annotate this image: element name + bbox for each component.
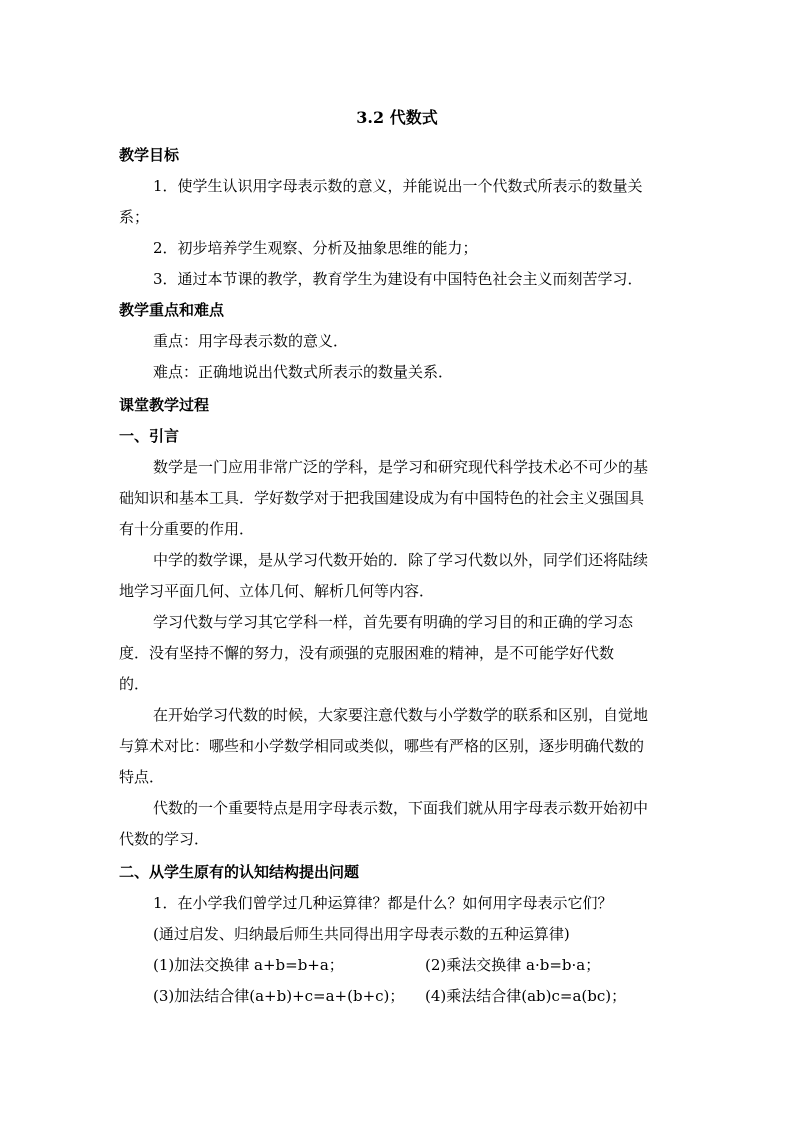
- intro-line: 地学习平面几何、立体几何、解析几何等内容．: [119, 582, 435, 600]
- law-item: (4)乘法结合律(ab)c=a(bc)；: [425, 987, 627, 1005]
- goal-item-1-cont: 系；: [119, 208, 150, 226]
- intro-line: 有十分重要的作用．: [119, 520, 255, 538]
- section-heading-intro: 一、引言: [119, 427, 180, 445]
- question-text: 1．在小学我们曾学过几种运算律？都是什么？如何用字母表示它们？: [153, 894, 613, 912]
- intro-line: 中学的数学课，是从学习代数开始的．除了学习代数以外，同学们还将陆续: [153, 551, 649, 569]
- page-title: 3.2 代数式: [356, 108, 438, 127]
- law-item: (3)加法结合律(a+b)+c=a+(b+c)；: [153, 987, 405, 1005]
- guide-text: (通过启发、归纳最后师生共同得出用字母表示数的五种运算律): [153, 925, 570, 943]
- section-heading-process: 课堂教学过程: [119, 396, 210, 414]
- intro-line: 度．没有坚持不懈的努力，没有顽强的克服困难的精神，是不可能学好代数: [119, 644, 615, 662]
- intro-line: 在开始学习代数的时候，大家要注意代数与小学数学的联系和区别，自觉地: [153, 706, 649, 724]
- intro-line: 特点．: [119, 768, 165, 786]
- intro-line: 的．: [119, 675, 150, 693]
- intro-line: 础知识和基本工具．学好数学对于把我国建设成为有中国特色的社会主义强国具: [119, 489, 645, 507]
- key-point: 重点：用字母表示数的意义．: [153, 332, 349, 350]
- intro-line: 学习代数与学习其它学科一样，首先要有明确的学习目的和正确的学习态: [153, 613, 634, 631]
- difficult-point: 难点：正确地说出代数式所表示的数量关系．: [153, 363, 454, 381]
- law-item: (2)乘法交换律 a·b=b·a；: [425, 956, 601, 974]
- intro-line: 数学是一门应用非常广泛的学科，是学习和研究现代科学技术必不可少的基: [153, 458, 649, 476]
- section-heading-problem: 二、从学生原有的认知结构提出问题: [119, 863, 360, 881]
- goal-item-2: 2．初步培养学生观察、分析及抽象思维的能力；: [153, 239, 478, 257]
- goal-item-1: 1．使学生认识用字母表示数的意义，并能说出一个代数式所表示的数量关: [153, 177, 643, 195]
- intro-line: 代数的一个重要特点是用字母表示数，下面我们就从用字母表示数开始初中: [153, 799, 649, 817]
- intro-line: 代数的学习．: [119, 830, 210, 848]
- goal-item-3: 3．通过本节课的教学，教育学生为建设有中国特色社会主义而刻苦学习．: [153, 270, 643, 288]
- intro-line: 与算术对比：哪些和小学数学相同或类似，哪些有严格的区别，逐步明确代数的: [119, 737, 645, 755]
- section-heading-goals: 教学目标: [119, 146, 180, 164]
- section-heading-key: 教学重点和难点: [119, 301, 225, 319]
- law-item: (1)加法交换律 a+b=b+a；: [153, 956, 344, 974]
